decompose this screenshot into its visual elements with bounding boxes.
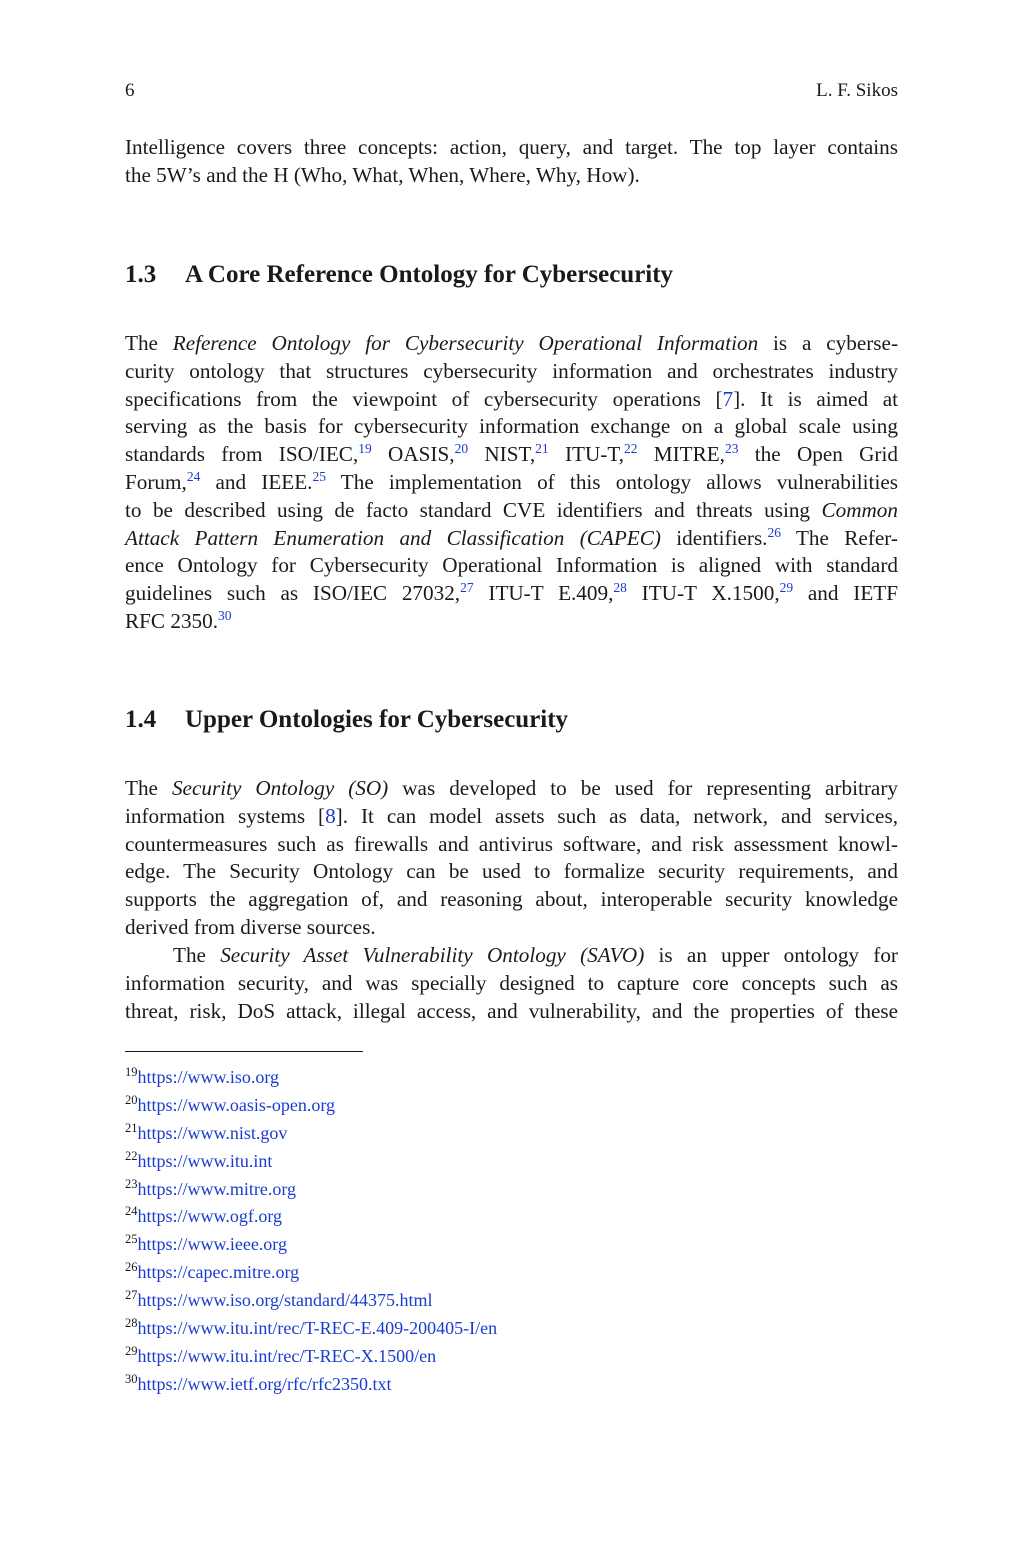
- page-number: 6: [125, 80, 135, 101]
- text-run: The: [125, 776, 172, 800]
- text-line: [125, 441, 898, 469]
- footnote-number: 26: [125, 1260, 138, 1275]
- footnote-link[interactable]: https://www.itu.int: [137, 1150, 273, 1171]
- footnote-marker-30[interactable]: 30: [218, 607, 232, 623]
- footnote-number: 30: [125, 1371, 138, 1386]
- footnote-item: [125, 1259, 898, 1287]
- text-run: the Open Grid: [738, 442, 898, 467]
- footnote-item: [125, 1203, 898, 1231]
- text-line: [125, 942, 898, 970]
- footnote-marker-22[interactable]: 22: [623, 441, 638, 457]
- intro-paragraph: [125, 134, 898, 190]
- footnote-marker-25[interactable]: 25: [312, 468, 326, 484]
- footnote-item: [125, 1371, 898, 1399]
- footnote-item: [125, 1148, 898, 1176]
- footnote-link[interactable]: https://www.oasis-open.org: [137, 1094, 335, 1115]
- footnote-link[interactable]: https://www.ieee.org: [137, 1234, 287, 1255]
- section-title: Upper Ontologies for Cybersecurity: [185, 706, 569, 733]
- italic-term: Reference Ontology for Cybersecurity Operational Information: [172, 331, 759, 355]
- text-run: NIST,: [468, 442, 536, 467]
- footnote-number: 24: [125, 1204, 138, 1219]
- text-line: the 5W’s and the H (Who, What, When, Where, Why, How).: [125, 162, 640, 187]
- text-run: The implementation of this ontology allows vulnerabilities: [325, 469, 898, 494]
- footnote-number: 29: [125, 1343, 138, 1358]
- text-line: serving as the basis for cybersecurity information exchange on a global scale using: [125, 414, 898, 439]
- italic-term: Common: [821, 497, 898, 522]
- footnote-marker-27[interactable]: 27: [460, 580, 474, 596]
- footnote-marker-29[interactable]: 29: [779, 580, 794, 596]
- italic-term: Attack Pattern Enumeration and Classification (CAPEC): [125, 525, 661, 550]
- text-run: and IEEE.: [200, 469, 313, 494]
- text-line: threat, risk, DoS attack, illegal access, and vulnerability, and the properties of these: [125, 998, 898, 1023]
- section-1-3-paragraph: [125, 330, 898, 636]
- text-line: [125, 775, 898, 803]
- footnote-number: 25: [125, 1232, 138, 1247]
- text-run: guidelines such as ISO/IEC 27032,: [125, 581, 461, 606]
- section-1-4-paragraph-2: [125, 942, 898, 1025]
- text-run: ITU-T,: [548, 442, 624, 467]
- text-run: is an upper ontology for: [644, 943, 898, 967]
- citation-link-8[interactable]: 8: [325, 803, 336, 828]
- text-run: to be described using de facto standard CVE identifiers and threats using: [125, 497, 822, 522]
- text-line: curity ontology that structures cybersecurity information and orchestrates industry: [125, 358, 898, 383]
- text-run: information systems [: [125, 803, 326, 828]
- text-line: supports the aggregation of, and reasoning about, interoperable security knowledge: [125, 887, 898, 912]
- text-run: and IETF: [793, 581, 898, 606]
- footnote-item: [125, 1315, 898, 1343]
- italic-term: Security Ontology (SO): [171, 776, 389, 800]
- text-run: OASIS,: [371, 442, 455, 467]
- footnote-number: 27: [125, 1288, 138, 1303]
- text-run: ITU-T X.1500,: [626, 581, 780, 606]
- text-line: ence Ontology for Cybersecurity Operational Information is aligned with standard: [125, 553, 898, 578]
- text-line: [125, 469, 898, 497]
- footnote-marker-24[interactable]: 24: [186, 468, 201, 484]
- running-header: [125, 80, 898, 106]
- footnote-link[interactable]: https://www.mitre.org: [137, 1178, 296, 1199]
- footnote-number: 19: [125, 1065, 138, 1079]
- footnote-marker-23[interactable]: 23: [724, 441, 739, 457]
- section-number: 1.3: [125, 261, 157, 288]
- text-line: countermeasures such as firewalls and antivirus software, and risk assessment knowl-: [125, 831, 898, 856]
- footnote-item: [125, 1176, 898, 1204]
- footnote-item: [125, 1231, 898, 1259]
- text-line: [125, 497, 898, 525]
- section-heading-1-4: [125, 706, 568, 734]
- footnote-marker-21[interactable]: 21: [535, 441, 549, 457]
- text-run: The: [125, 331, 173, 355]
- text-line: edge. The Security Ontology can be used to formalize security requirements, and: [125, 859, 898, 884]
- footnote-item: [125, 1343, 898, 1371]
- text-line: Intelligence covers three concepts: action, query, and target. The top layer contains: [125, 135, 898, 159]
- footnote-marker-20[interactable]: 20: [454, 441, 469, 457]
- text-run: ]. It can model assets such as data, network, and services,: [335, 803, 899, 828]
- section-title: A Core Reference Ontology for Cybersecurity: [185, 261, 674, 288]
- footnote-number: 20: [125, 1092, 138, 1107]
- text-run: Forum,: [125, 469, 187, 494]
- section-number: 1.4: [125, 706, 157, 733]
- citation-link-7[interactable]: 7: [722, 386, 734, 411]
- text-run: is a cyberse-: [758, 331, 899, 355]
- footnotes-list: [125, 1064, 898, 1399]
- footnote-marker-19[interactable]: 19: [358, 441, 372, 457]
- footnote-link[interactable]: https://www.ietf.org/rfc/rfc2350.txt: [137, 1373, 392, 1394]
- footnote-item: [125, 1064, 898, 1092]
- text-run: standards from ISO/IEC,: [125, 442, 359, 467]
- footnote-link[interactable]: https://www.itu.int/rec/T-REC-X.1500/en: [137, 1345, 437, 1366]
- footnote-item: [125, 1092, 898, 1120]
- text-line: information security, and was specially designed to capture core concepts such as: [125, 970, 898, 995]
- text-run: was developed to be used for representing arbitrary: [388, 776, 898, 800]
- footnote-marker-26[interactable]: 26: [767, 524, 781, 540]
- footnote-link[interactable]: https://www.ogf.org: [137, 1206, 283, 1227]
- footnote-item: [125, 1120, 898, 1148]
- text-run: specifications from the viewpoint of cybersecurity operations [: [125, 386, 723, 411]
- text-run: RFC 2350.: [125, 608, 219, 633]
- text-run: ]. It is aimed at: [733, 386, 898, 411]
- italic-term: Security Asset Vulnerability Ontology (SAVO): [220, 943, 645, 967]
- text-run: The Refer-: [780, 525, 898, 550]
- footnote-number: 21: [125, 1120, 138, 1135]
- text-run: The: [173, 943, 221, 967]
- footnote-link[interactable]: https://www.nist.gov: [137, 1122, 288, 1143]
- section-heading-1-3: [125, 261, 673, 289]
- text-run: ITU-T E.409,: [473, 581, 614, 606]
- text-run: MITRE,: [637, 442, 725, 467]
- footnote-link[interactable]: https://www.itu.int/rec/T-REC-E.409-200405-I/en: [137, 1318, 498, 1339]
- footnote-link[interactable]: https://capec.mitre.org: [137, 1262, 300, 1283]
- footnote-number: 22: [125, 1148, 138, 1163]
- footnote-marker-28[interactable]: 28: [613, 580, 627, 596]
- text-run: identifiers.: [660, 525, 768, 550]
- footnote-number: 23: [125, 1176, 138, 1191]
- text-line: [125, 386, 898, 414]
- running-head-author: L. F. Sikos: [816, 80, 898, 101]
- footnote-divider: [125, 1051, 363, 1052]
- footnote-item: [125, 1287, 898, 1315]
- section-1-4-paragraph-1: [125, 775, 898, 942]
- text-line: [125, 803, 898, 831]
- text-line: derived from diverse sources.: [125, 914, 376, 939]
- footnote-number: 28: [125, 1316, 138, 1331]
- text-line: [125, 330, 898, 358]
- text-line: [125, 580, 898, 608]
- footnote-link[interactable]: https://www.iso.org/standard/44375.html: [137, 1290, 433, 1311]
- footnote-link[interactable]: https://www.iso.org: [137, 1067, 280, 1087]
- text-line: [125, 525, 898, 553]
- text-line: [125, 608, 898, 636]
